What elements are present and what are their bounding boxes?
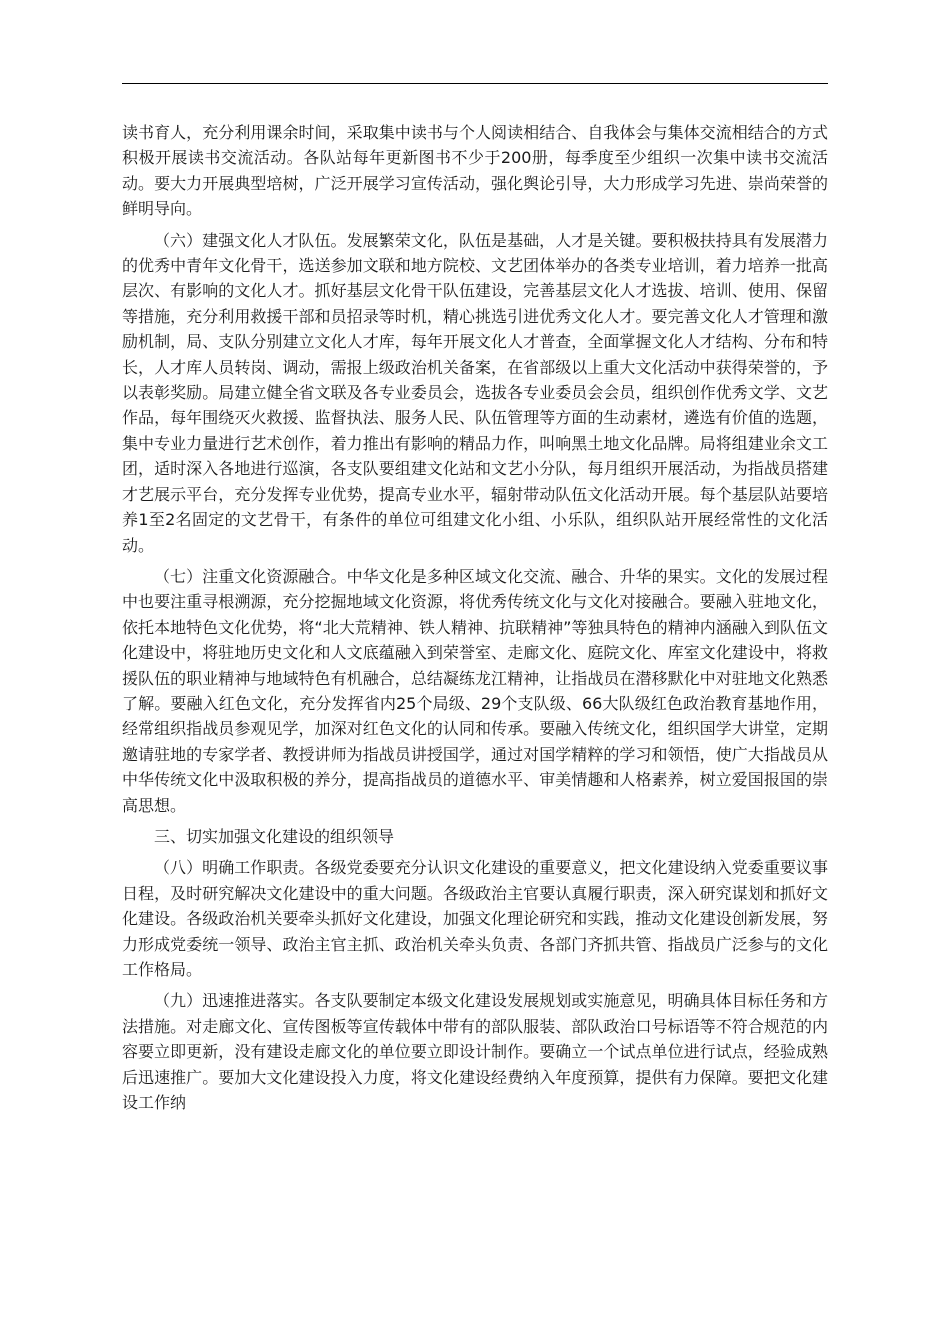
header-rule bbox=[122, 83, 828, 84]
paragraph-continuation: 读书育人，充分利用课余时间，采取集中读书与个人阅读相结合、自我体会与集体交流相结合的方式积极开展读书交流活动。各队站每年更新图书不少于200册，每季度至少组织一次集中读书交流活动。要大力开展典型培树，广泛开展学习宣传活动，强化舆论引导，大力形成学习先进、崇尚荣誉的鲜明导向。 bbox=[122, 123, 828, 219]
paragraph-section-8: （八）明确工作职责。各级党委要充分认识文化建设的重要意义，把文化建设纳入党委重要议事日程，及时研究解决文化建设中的重大问题。各级政治主官要认真履行职责，深入研究谋划和抓好文化建设。各级政治机关要牵头抓好文化建设，加强文化理论研究和实践，推动文化建设创新发展，努力形成党委统一领导、政治主官主抓、政治机关牵头负责、各部门齐抓共管、指战员广泛参与的文化工作格局。 bbox=[122, 858, 828, 979]
section-heading-3: 三、切实加强文化建设的组织领导 bbox=[154, 826, 395, 846]
document-body bbox=[122, 120, 828, 1121]
paragraph-section-9: （九）迅速推进落实。各支队要制定本级文化建设发展规划或实施意见，明确具体目标任务和方法措施。对走廊文化、宣传图板等宣传载体中带有的部队服装、部队政治口号标语等不符合规范的内容要立即更新，没有建设走廊文化的单位要立即设计制作。要确立一个试点单位进行试点，经验成熟后迅速推广。要加大文化建设投入力度，将文化建设经费纳入年度预算，提供有力保障。要把文化建设工作纳 bbox=[122, 991, 828, 1113]
paragraph-section-6: （六）建强文化人才队伍。发展繁荣文化，队伍是基础，人才是关键。要积极扶持具有发展潜力的优秀中青年文化骨干，选送参加文联和地方院校、文艺团体举办的各类专业培训，着力培养一批高层次、有影响的文化人才。抓好基层文化骨干队伍建设，完善基层文化人才选拔、培训、使用、保留等措施，充分利用救援干部和员招录等时机，精心挑选引进优秀文化人才。要完善文化人才管理和激励机制，局、支队分别建立文化人才库，每年开展文化人才普查，全面掌握文化人才结构、分布和特长，人才库人员转岗、调动，需报上级政治机关备案，在省部级以上重大文化活动中获得荣誉的，予以表彰奖励。局建立健全省文联及各专业委员会，选拔各专业委员会会员，组织创作优秀文学、文艺作品，每年围绕灭火救援、监督执法、服务人民、队伍管理等方面的生动素材，遴选有价值的选题，集中专业力量进行艺术创作，着力推出有影响的精品力作，叫响黑土地文化品牌。局将组建业余文工团，适时深入各地进行巡演，各支队要组建文化站和文艺小分队，每月组织开展活动，为指战员搭建才艺展示平台，充分发挥专业优势，提高专业水平，辐射带动队伍文化活动开展。每个基层队站要培养1至2名固定的文艺骨干，有条件的单位可组建文化小组、小乐队，组织队站开展经常性的文化活动。 bbox=[122, 230, 828, 555]
paragraph-section-7: （七）注重文化资源融合。中华文化是多种区域文化交流、融合、升华的果实。文化的发展过程中也要注重寻根溯源，充分挖掘地域文化资源，将优秀传统文化与文化对接融合。要融入驻地文化，依托本地特色文化优势，将“北大荒精神、铁人精神、抗联精神”等独具特色的精神内涵融入到队伍文化建设中，将驻地历史文化和人文底蕴融入到荣誉室、走廊文化、庭院文化、库室文化建设中，将救援队伍的职业精神与地域特色有机融合，总结凝练龙江精神，让指战员在潜移默化中对驻地文化熟悉了解。要融入红色文化，充分发挥省内25个局级、29个支队级、66大队级红色政治教育基地作用，经常组织指战员参观见学，加深对红色文化的认同和传承。要融入传统文化，组织国学大讲堂，定期邀请驻地的专家学者、教授讲师为指战员讲授国学，通过对国学精粹的学习和领悟，使广大指战员从中华传统文化中汲取积极的养分，提高指战员的道德水平、审美情趣和人格素养，树立爱国报国的崇高思想。 bbox=[122, 566, 828, 815]
